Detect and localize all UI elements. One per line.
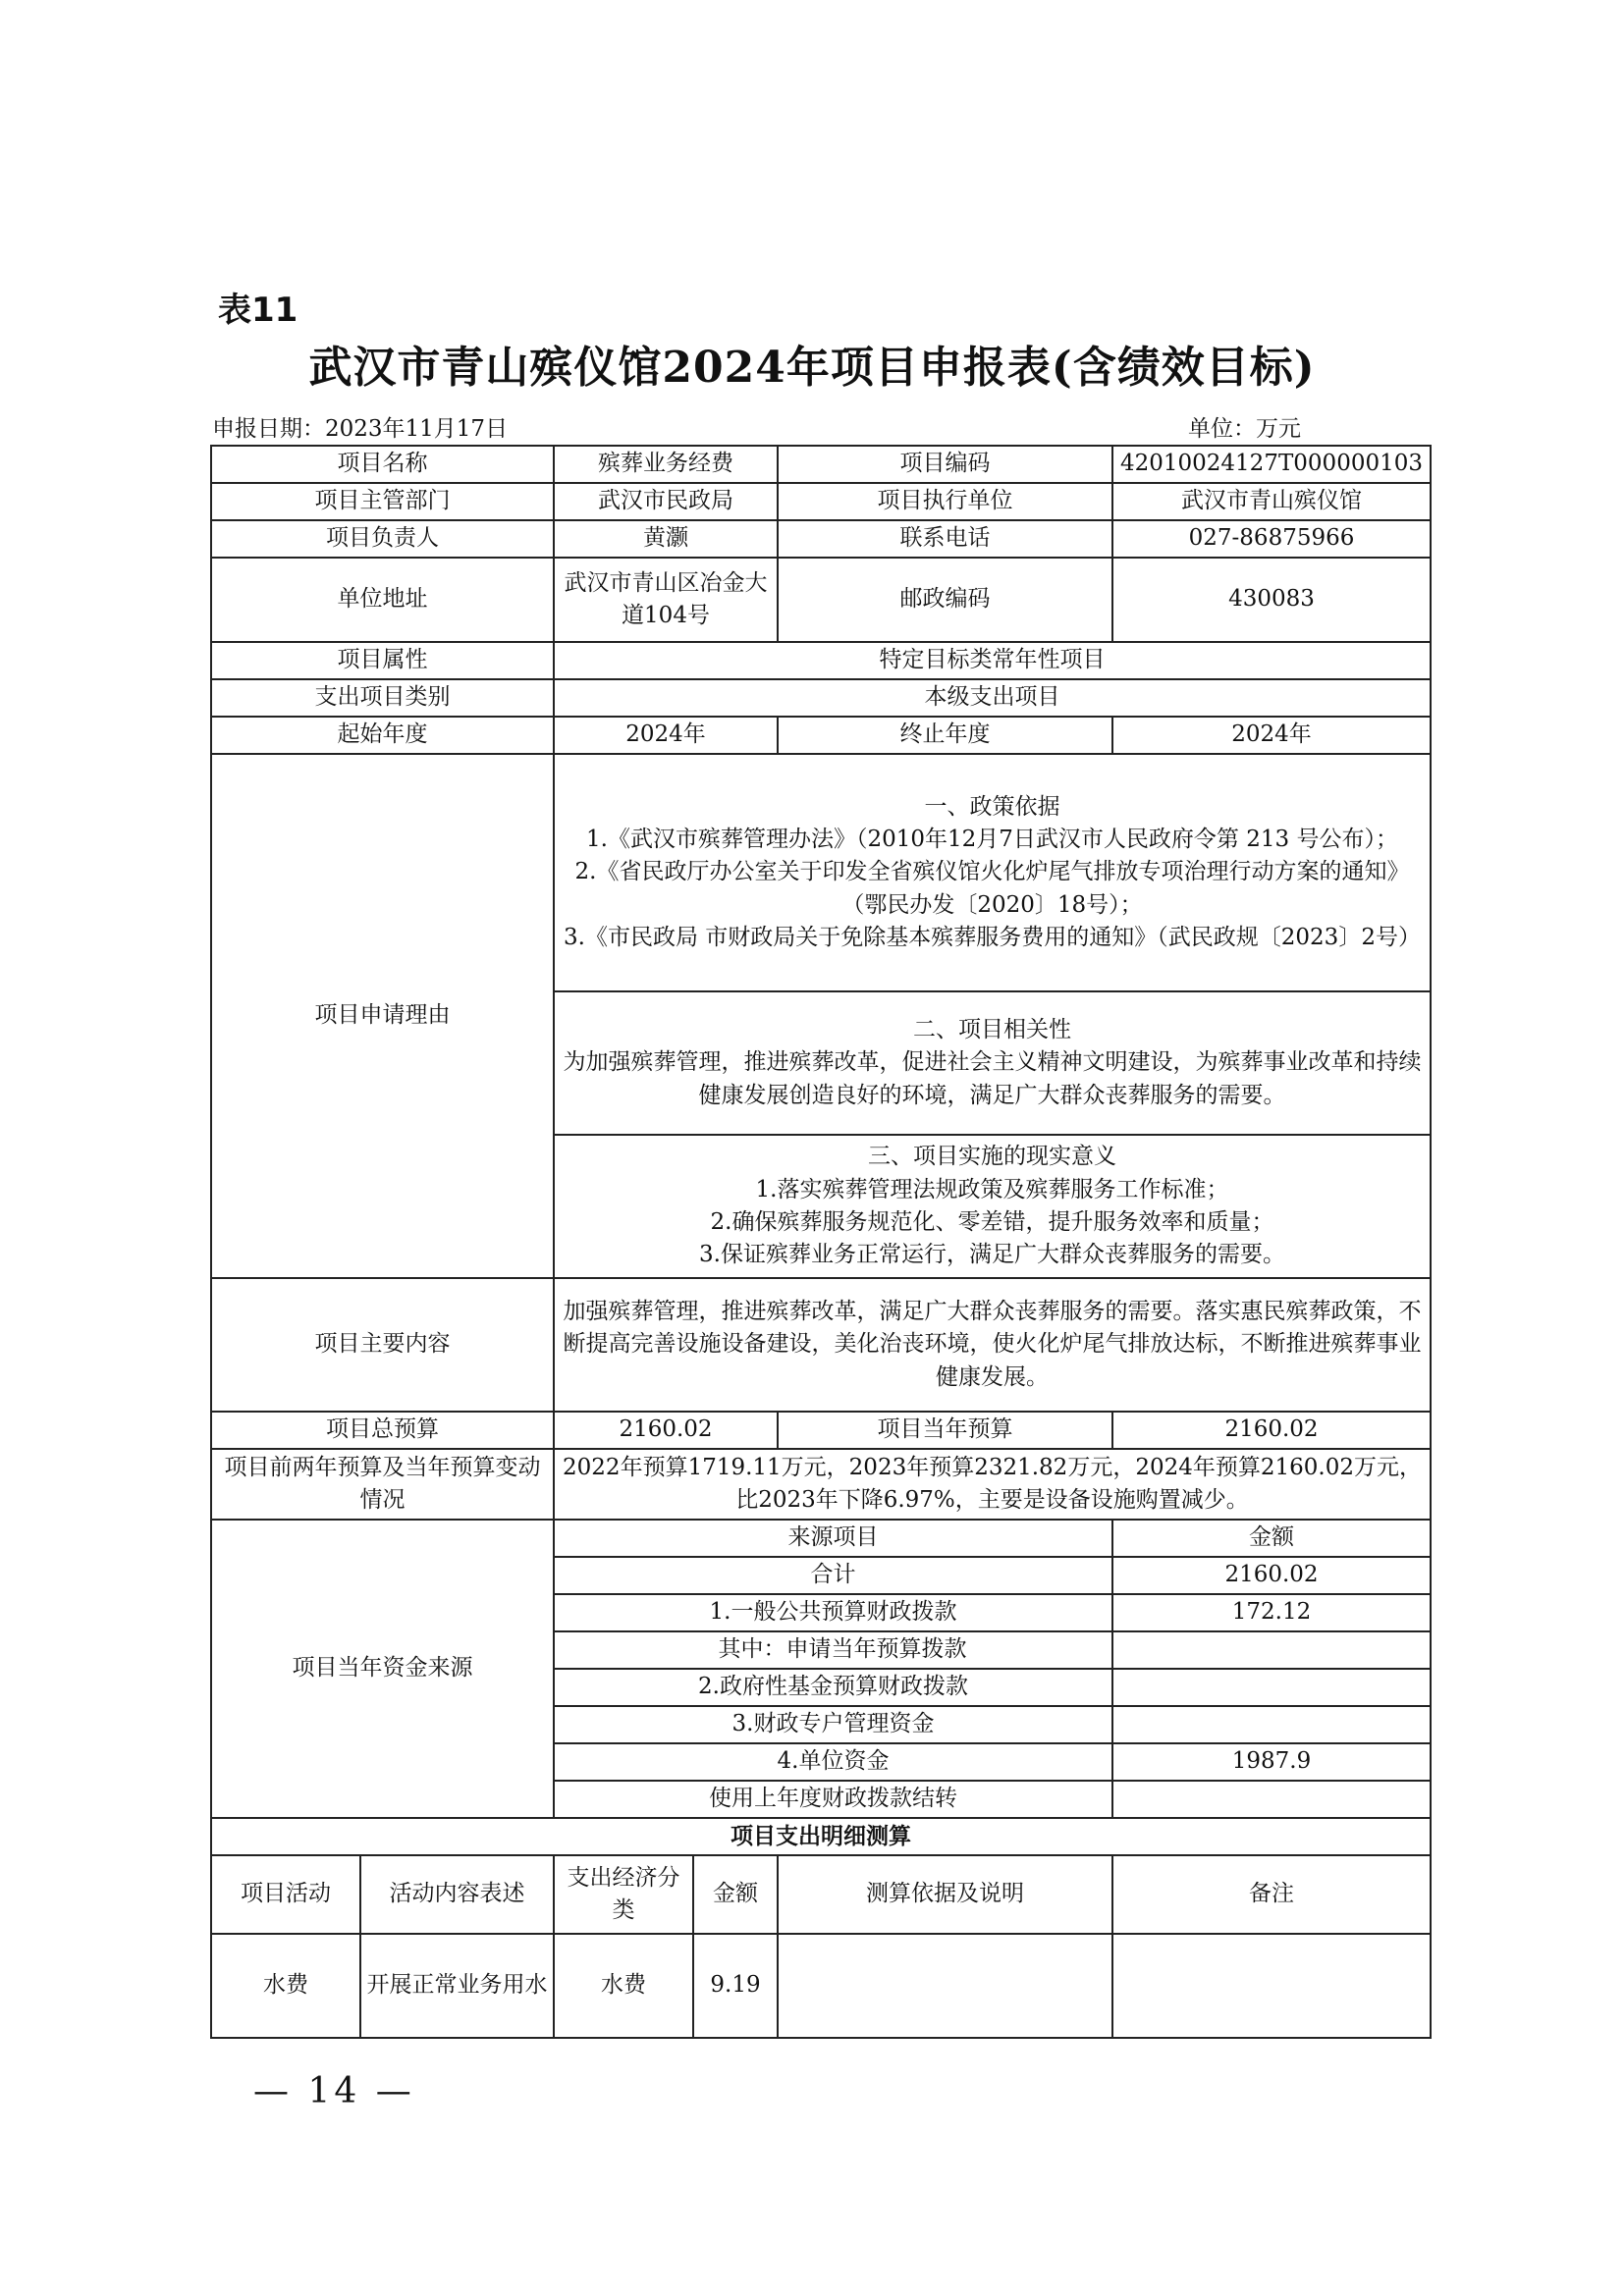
address-label: 单位地址 <box>211 558 554 642</box>
funding-col-source: 来源项目 <box>554 1520 1112 1557</box>
relevance-section <box>554 991 1431 1135</box>
row-reason-policy <box>211 754 1431 991</box>
row-content <box>211 1278 1431 1412</box>
funding-amount <box>1112 1706 1431 1743</box>
dept-value: 武汉市民政局 <box>554 483 778 520</box>
detail-col-amount: 金额 <box>693 1855 778 1934</box>
detail-col-activity: 项目活动 <box>211 1855 360 1934</box>
page-number: — 14 — <box>253 2071 415 2111</box>
detail-econ: 水费 <box>554 1934 693 2038</box>
end-year-value: 2024年 <box>1112 717 1431 754</box>
project-code-value: 42010024127T000000103 <box>1112 446 1431 483</box>
funding-amount <box>1112 1631 1431 1669</box>
policy-item-2: 2.《省民政厅办公室关于印发全省殡仪馆火化炉尾气排放专项治理行动方案的通知》（鄂民办发〔2020〕18号）； <box>574 859 1410 918</box>
project-application-table <box>210 445 1432 2039</box>
significance-item-3: 3.保证殡葬业务正常运行，满足广大群众丧葬服务的需要。 <box>699 1242 1285 1268</box>
funding-source-name: 1.一般公共预算财政拨款 <box>554 1594 1112 1631</box>
detail-amount: 9.19 <box>693 1934 778 2038</box>
policy-section <box>554 754 1431 991</box>
reason-label: 项目申请理由 <box>211 754 554 1278</box>
row-budget <box>211 1412 1431 1449</box>
row-funding-header <box>211 1520 1431 1557</box>
row-project-name <box>211 446 1431 483</box>
funding-amount: 172.12 <box>1112 1594 1431 1631</box>
detail-activity: 水费 <box>211 1934 360 2038</box>
phone-value: 027-86875966 <box>1112 520 1431 558</box>
address-value: 武汉市青山区冶金大道104号 <box>554 558 778 642</box>
content-label: 项目主要内容 <box>211 1278 554 1412</box>
funding-source-name: 4.单位资金 <box>554 1743 1112 1781</box>
row-category <box>211 679 1431 717</box>
row-dept <box>211 483 1431 520</box>
row-budget-change <box>211 1449 1431 1520</box>
attr-label: 项目属性 <box>211 642 554 679</box>
relevance-title: 二、项目相关性 <box>913 1016 1071 1042</box>
current-budget-value: 2160.02 <box>1112 1412 1431 1449</box>
row-leader <box>211 520 1431 558</box>
postcode-value: 430083 <box>1112 558 1431 642</box>
detail-desc: 开展正常业务用水 <box>360 1934 554 2038</box>
leader-value: 黄灏 <box>554 520 778 558</box>
dept-label: 项目主管部门 <box>211 483 554 520</box>
category-value: 本级支出项目 <box>554 679 1431 717</box>
significance-title: 三、项目实施的现实意义 <box>868 1144 1116 1170</box>
phone-label: 联系电话 <box>778 520 1112 558</box>
start-year-label: 起始年度 <box>211 717 554 754</box>
leader-label: 项目负责人 <box>211 520 554 558</box>
budget-change-text: 2022年预算1719.11万元，2023年预算2321.82万元，2024年预算2160.02万元，比2023年下降6.97%，主要是设备设施购置减少。 <box>554 1449 1431 1520</box>
funding-source-name: 使用上年度财政拨款结转 <box>554 1781 1112 1818</box>
project-name-label: 项目名称 <box>211 446 554 483</box>
detail-note <box>1112 1934 1431 2038</box>
detail-row <box>211 1934 1431 2038</box>
funding-source-name: 3.财政专户管理资金 <box>554 1706 1112 1743</box>
project-name-value: 殡葬业务经费 <box>554 446 778 483</box>
report-date: 申报日期：2023年11月17日 <box>212 416 509 442</box>
project-code-label: 项目编码 <box>778 446 1112 483</box>
detail-basis <box>778 1934 1112 2038</box>
significance-item-2: 2.确保殡葬服务规范化、零差错，提升服务效率和质量； <box>710 1209 1274 1235</box>
relevance-text: 为加强殡葬管理，推进殡葬改革，促进社会主义精神文明建设，为殡葬事业改革和持续健康发展创造良好的环境，满足广大群众丧葬服务的需要。 <box>563 1049 1422 1108</box>
detail-col-note: 备注 <box>1112 1855 1431 1934</box>
detail-col-econ: 支出经济分类 <box>554 1855 693 1934</box>
policy-title: 一、政策依据 <box>924 793 1060 820</box>
detail-col-basis: 测算依据及说明 <box>778 1855 1112 1934</box>
detail-col-desc: 活动内容表述 <box>360 1855 554 1934</box>
funding-amount: 1987.9 <box>1112 1743 1431 1781</box>
unit-label: 单位：万元 <box>1188 416 1301 442</box>
total-budget-label: 项目总预算 <box>211 1412 554 1449</box>
detail-section-title: 项目支出明细测算 <box>211 1818 1431 1855</box>
policy-item-1: 1.《武汉市殡葬管理办法》（2010年12月7日武汉市人民政府令第 213 号公布）； <box>586 826 1398 852</box>
row-address <box>211 558 1431 642</box>
exec-unit-value: 武汉市青山殡仪馆 <box>1112 483 1431 520</box>
significance-item-1: 1.落实殡葬管理法规政策及殡葬服务工作标准； <box>755 1176 1229 1202</box>
category-label: 支出项目类别 <box>211 679 554 717</box>
row-detail-header <box>211 1855 1431 1934</box>
document-title: 武汉市青山殡仪馆2024年项目申报表(含绩效目标) <box>308 343 1316 393</box>
funding-amount <box>1112 1781 1431 1818</box>
current-budget-label: 项目当年预算 <box>778 1412 1112 1449</box>
significance-section <box>554 1135 1431 1278</box>
policy-item-3: 3.《市民政局 市财政局关于免除基本殡葬服务费用的通知》（武民政规〔2023〕2号） <box>564 925 1421 951</box>
budget-change-label: 项目前两年预算及当年预算变动情况 <box>211 1449 554 1520</box>
funding-amount: 2160.02 <box>1112 1557 1431 1594</box>
total-budget-value: 2160.02 <box>554 1412 778 1449</box>
funding-col-amount: 金额 <box>1112 1520 1431 1557</box>
funding-source-name: 其中：申请当年预算拨款 <box>554 1631 1112 1669</box>
content-text: 加强殡葬管理，推进殡葬改革，满足广大群众丧葬服务的需要。落实惠民殡葬政策，不断提高完善设施设备建设，美化治丧环境，使火化炉尾气排放达标，不断推进殡葬事业健康发展。 <box>554 1278 1431 1412</box>
row-detail-title <box>211 1818 1431 1855</box>
end-year-label: 终止年度 <box>778 717 1112 754</box>
table-label: 表11 <box>218 291 298 330</box>
funding-label: 项目当年资金来源 <box>211 1520 554 1818</box>
funding-source-name: 2.政府性基金预算财政拨款 <box>554 1669 1112 1706</box>
funding-source-name: 合计 <box>554 1557 1112 1594</box>
postcode-label: 邮政编码 <box>778 558 1112 642</box>
start-year-value: 2024年 <box>554 717 778 754</box>
exec-unit-label: 项目执行单位 <box>778 483 1112 520</box>
funding-amount <box>1112 1669 1431 1706</box>
row-years <box>211 717 1431 754</box>
row-attr <box>211 642 1431 679</box>
attr-value: 特定目标类常年性项目 <box>554 642 1431 679</box>
